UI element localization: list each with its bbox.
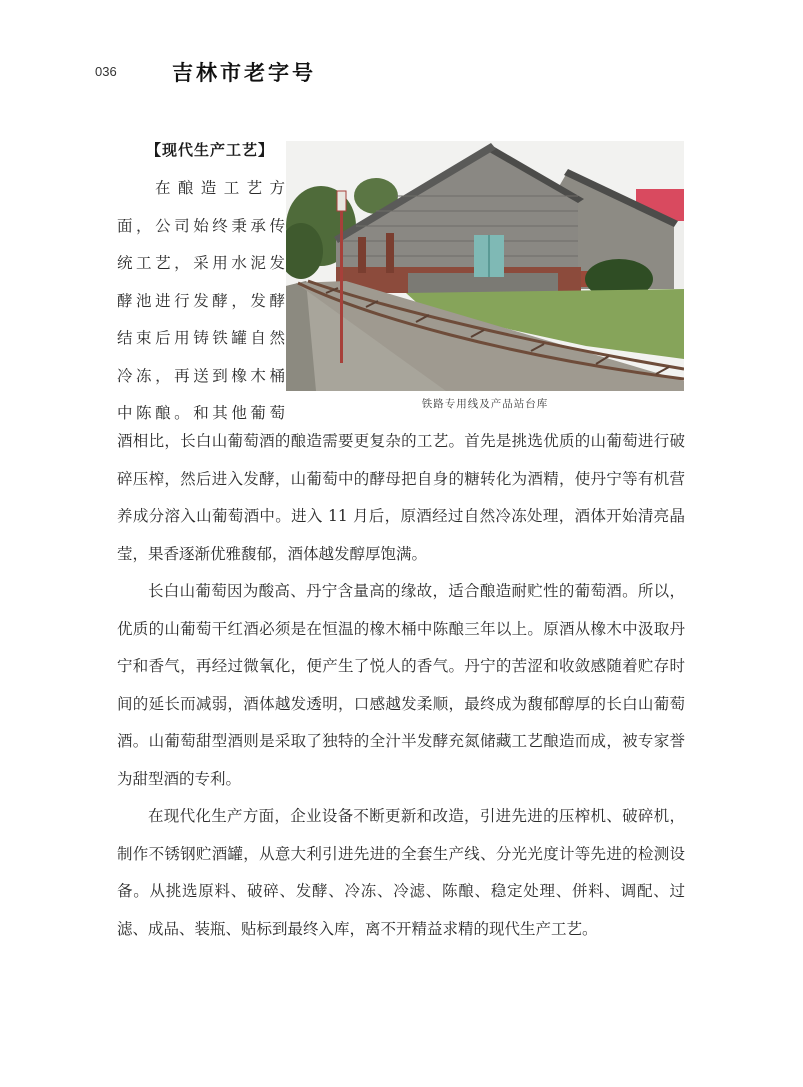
text-line: 中陈酿。和其他葡萄 (117, 404, 285, 422)
paragraph: 酒相比，长白山葡萄酒的酿造需要更复杂的工艺。首先是挑选优质的山葡萄进行破碎压榨，然后进入发酵，山葡萄中的酵母把自身的糖转化为酒精，使丹宁等有机营养成分溶入山葡萄酒中。进入 11 月后，原酒经过自然冷冻处理，酒体开始清亮晶莹，果香逐渐优雅馥郁，酒体越发醇厚饱满。 (117, 432, 685, 563)
book-title: 吉林市老字号 (172, 60, 316, 85)
railway-warehouse-photo (286, 141, 684, 391)
text-line: 结束后用铸铁罐自然 (117, 329, 285, 347)
body-text (117, 423, 685, 948)
text-line: 酵池进行发酵，发酵 (117, 291, 285, 310)
paragraph: 长白山葡萄因为酸高、丹宁含量高的缘故，适合酿造耐贮性的葡萄酒。所以，优质的山葡萄干红酒必须是在恒温的橡木桶中陈酿三年以上。原酒从橡木中汲取丹宁和香气，再经过微氧化，便产生了悦人的香气。丹宁的苦涩和收敛感随着贮存时间的延长而减弱，酒体越发透明，口感越发柔顺，最终成为馥郁醇厚的长白山葡萄酒。山葡萄甜型酒则是采取了独特的全汁半发酵充氮储藏工艺酿造而成，被专家誉为甜型酒的专利。 (117, 582, 685, 788)
paragraph: 在现代化生产方面，企业设备不断更新和改造，引进先进的压榨机、破碎机，制作不锈钢贮酒罐，从意大利引进先进的全套生产线、分光光度计等先进的检测设备。从挑选原料、破碎、发酵、冷冻、冷滤、陈酿、稳定处理、併料、调配、过滤、成品、装瓶、贴标到最终入库，离不开精益求精的现代生产工艺。 (117, 807, 685, 938)
photo-caption: 铁路专用线及产品站台库 (421, 398, 549, 410)
text-line: 统工艺，采用水泥发 (117, 254, 285, 272)
page-number: 036 (95, 64, 117, 79)
text-line: 面，公司始终秉承传 (117, 216, 285, 235)
wrapped-text-column (117, 170, 285, 433)
text-line: 在酿造工艺方 (155, 179, 285, 197)
section-heading: 【现代生产工艺】 (146, 141, 275, 159)
text-line: 冷冻，再送到橡木桶 (117, 366, 285, 385)
